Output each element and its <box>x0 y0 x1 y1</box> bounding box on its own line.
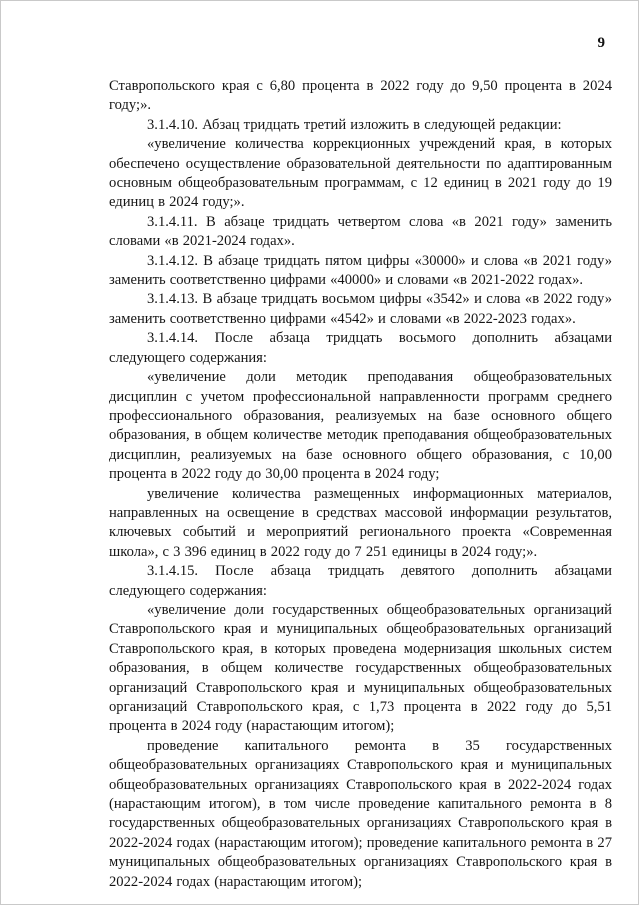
page-number: 9 <box>597 35 605 51</box>
paragraph-quote-modernization: «увеличение доли государственных общеобразовательных организаций Ставропольского края и муниципальных общеобразовательных организаций Ставропольского края, в которых проведена модернизация школьных систем образования, в общем количестве государственных общеобразовательных организаций Ставропольского края и муниципальных общеобразовательных организаций Ставропольского края, с 1,73 процента в 2022 году до 5,51 процента в 2024 году (нарастающим итогом); <box>109 601 612 735</box>
paragraph-clause-3-1-4-11: 3.1.4.11. В абзаце тридцать четвертом слова «в 2021 году» заменить словами «в 2021-2024 годах». <box>109 213 612 250</box>
paragraph-quote-correctional: «увеличение количества коррекционных учреждений края, в которых обеспечено осуществление образовательной деятельности по адаптированным основным общеобразовательным программам, с 12 единиц в 2021 году до 19 единиц в 2024 году;». <box>109 136 612 211</box>
paragraph-clause-3-1-4-15: 3.1.4.15. После абзаца тридцать девятого дополнить абзацами следующего содержания: <box>109 563 612 599</box>
paragraph-quote-methods: «увеличение доли методик преподавания общеобразовательных дисциплин с учетом профессиональной направленности программ среднего профессионального образования, реализуемых на базе основного общего образования, в общем количестве методик преподавания общеобразовательных дисциплин, реализуемых на базе основного общего образования, с 10,00 процента в 2022 году до 30,00 процента в 2024 году; <box>109 369 612 483</box>
document-text-block <box>109 77 612 892</box>
paragraph-continuation: Ставропольского края с 6,80 процента в 2022 году до 9,50 процента в 2024 году;». <box>109 78 612 114</box>
paragraph-quote-media: увеличение количества размещенных информационных материалов, направленных на освещение в средствах массовой информации результатов, ключевых событий и мероприятий регионального проекта «Современная школа», с 3 396 единиц в 2022 году до 7 251 единицы в 2024 году;». <box>109 485 612 560</box>
paragraph-clause-3-1-4-10: 3.1.4.10. Абзац тридцать третий изложить в следующей редакции: <box>147 116 562 133</box>
paragraph-quote-capital-repair: проведение капитального ремонта в 35 государственных общеобразовательных организациях Ставропольского края и муниципальных общеобразовательных организациях Ставропольского края в 2022-2024 годах (нарастающим итогом), в том числе проведение капитального ремонта в 8 государственных общеобразовательных организациях Ставропольского края в 2022-2024 годах (нарастающим итогом); проведение капитального ремонта в 27 муниципальных общеобразовательных организациях Ставропольского края в 2022-2024 годах (нарастающим итогом); <box>109 737 612 890</box>
paragraph-clause-3-1-4-12: 3.1.4.12. В абзаце тридцать пятом цифры «30000» и слова «в 2021 году» заменить соответственно цифрами «40000» и словами «в 2021-2022 годах». <box>109 252 612 289</box>
paragraph-clause-3-1-4-14: 3.1.4.14. После абзаца тридцать восьмого дополнить абзацами следующего содержания: <box>109 330 612 366</box>
paragraph-clause-3-1-4-13: 3.1.4.13. В абзаце тридцать восьмом цифры «3542» и слова «в 2022 году» заменить соответственно цифрами «4542» и словами «в 2022-2023 годах». <box>109 291 612 327</box>
